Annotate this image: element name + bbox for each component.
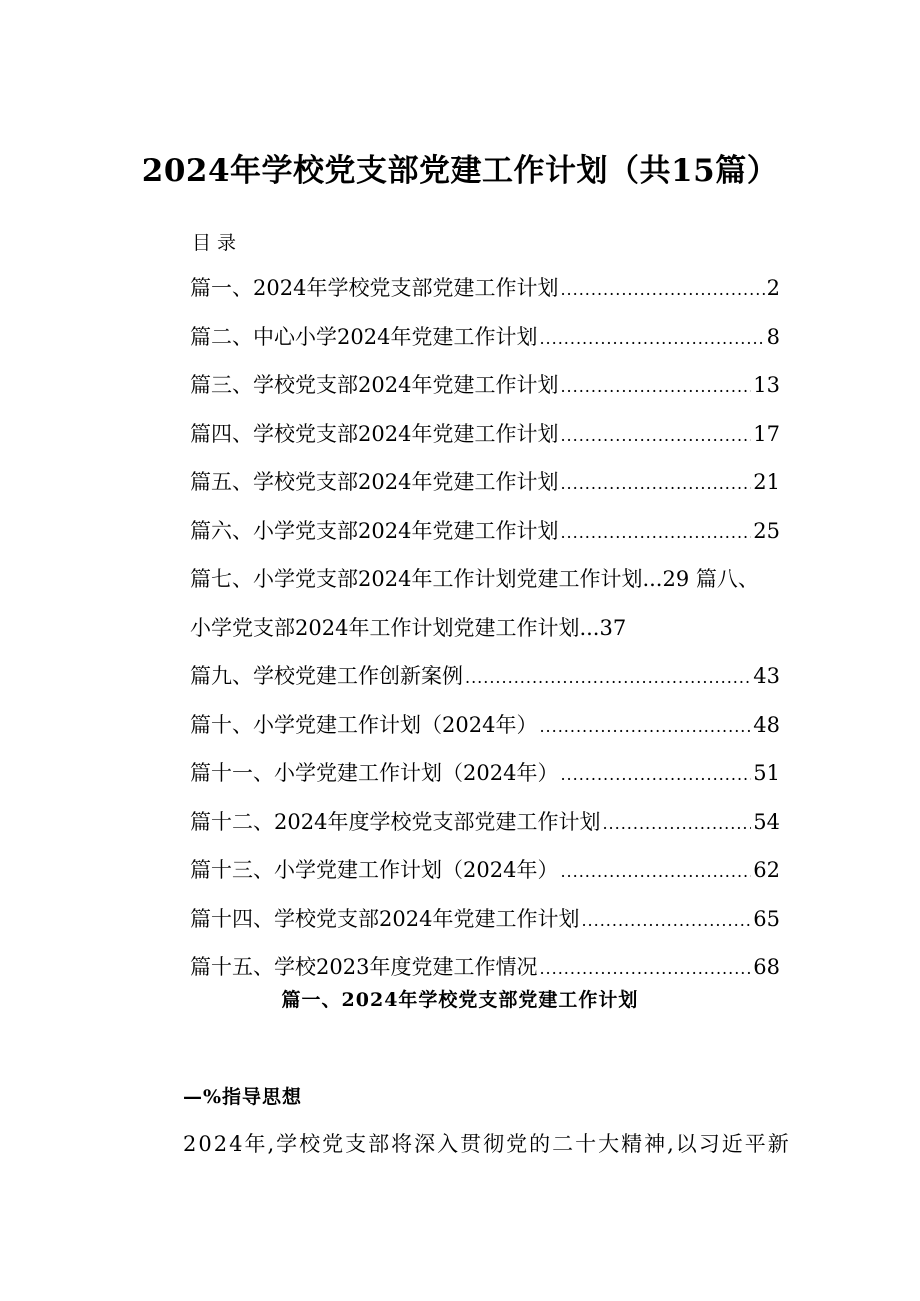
toc-entry-title: 篇二、中心小学2024年党建工作计划 <box>190 324 538 349</box>
toc-entry-page: 54 <box>753 809 780 834</box>
toc-entry-title: 篇一、2024年学校党支部党建工作计划 <box>190 276 559 300</box>
toc-entry-combined-continued[interactable] <box>190 612 780 661</box>
toc-entry[interactable] <box>190 757 780 806</box>
toc-entry[interactable] <box>190 854 780 903</box>
toc-combined-line-1: 篇七、小学党支部2024年工作计划党建工作计划...29 篇八、 <box>190 567 759 591</box>
toc-entry[interactable] <box>190 321 780 370</box>
toc-entry[interactable] <box>190 418 780 467</box>
toc-heading: 目录 <box>192 232 243 254</box>
toc-entry[interactable] <box>190 369 780 418</box>
section-title: 篇一、2024年学校党支部党建工作计划 <box>281 989 639 1011</box>
toc-entry-page: 13 <box>753 373 780 397</box>
toc-entry-page: 25 <box>753 518 780 543</box>
toc-entry-title: 篇五、学校党支部2024年党建工作计划 <box>190 470 559 494</box>
toc-leader-dots <box>560 280 764 299</box>
toc-leader-dots <box>560 765 751 784</box>
toc-entry-title: 篇九、学校党建工作创新案例 <box>190 664 463 688</box>
toc-entry-page: 8 <box>766 324 780 349</box>
toc-leader-dots <box>560 377 751 396</box>
toc-entry-page: 2 <box>766 276 780 300</box>
toc-entry-title: 篇十四、学校党支部2024年党建工作计划 <box>190 906 580 931</box>
toc-entry-page: 43 <box>753 664 780 688</box>
toc-entry[interactable] <box>190 660 780 709</box>
table-of-contents <box>190 272 780 1000</box>
toc-leader-dots <box>560 426 751 445</box>
toc-entry-title: 篇三、学校党支部2024年党建工作计划 <box>190 373 559 397</box>
toc-leader-dots <box>560 862 751 881</box>
toc-leader-dots <box>539 959 751 978</box>
toc-entry-page: 48 <box>753 712 780 737</box>
body-paragraph: 2024年,学校党支部将深入贯彻党的二十大精神,以习近平新 <box>183 1132 791 1156</box>
toc-leader-dots <box>539 329 764 348</box>
toc-entry-page: 65 <box>753 906 780 931</box>
sub-heading: —%指导思想 <box>183 1086 303 1108</box>
toc-leader-dots <box>560 474 751 493</box>
toc-entry[interactable] <box>190 903 780 952</box>
toc-entry-title: 篇十三、小学党建工作计划（2024年） <box>190 858 559 882</box>
toc-entry-title: 篇十二、2024年度学校党支部党建工作计划 <box>190 809 601 834</box>
toc-entry-page: 51 <box>753 761 780 785</box>
toc-entry[interactable] <box>190 709 780 758</box>
document-title: 2024年学校党支部党建工作计划（共15篇） <box>141 153 779 189</box>
toc-leader-dots <box>560 523 751 542</box>
toc-leader-dots <box>602 814 751 833</box>
toc-entry-title: 篇六、小学党支部2024年党建工作计划 <box>190 518 559 543</box>
toc-combined-line-2: 小学党支部2024年工作计划党建工作计划...37 <box>190 615 627 640</box>
toc-leader-dots <box>539 717 751 736</box>
toc-entry-combined[interactable] <box>190 563 810 612</box>
toc-leader-dots <box>581 911 751 930</box>
toc-entry-title: 篇十、小学党建工作计划（2024年） <box>190 712 538 737</box>
toc-entry-page: 68 <box>753 955 780 979</box>
toc-entry[interactable] <box>190 272 780 321</box>
toc-entry-page: 17 <box>753 421 780 446</box>
toc-entry[interactable] <box>190 806 780 855</box>
toc-entry-title: 篇四、学校党支部2024年党建工作计划 <box>190 421 559 446</box>
toc-entry[interactable] <box>190 515 780 564</box>
toc-entry-title: 篇十一、小学党建工作计划（2024年） <box>190 761 559 785</box>
toc-entry-page: 21 <box>753 470 780 494</box>
toc-entry[interactable] <box>190 466 780 515</box>
toc-entry-page: 62 <box>753 858 780 882</box>
toc-entry-title: 篇十五、学校2023年度党建工作情况 <box>190 955 538 979</box>
toc-leader-dots <box>465 668 751 687</box>
